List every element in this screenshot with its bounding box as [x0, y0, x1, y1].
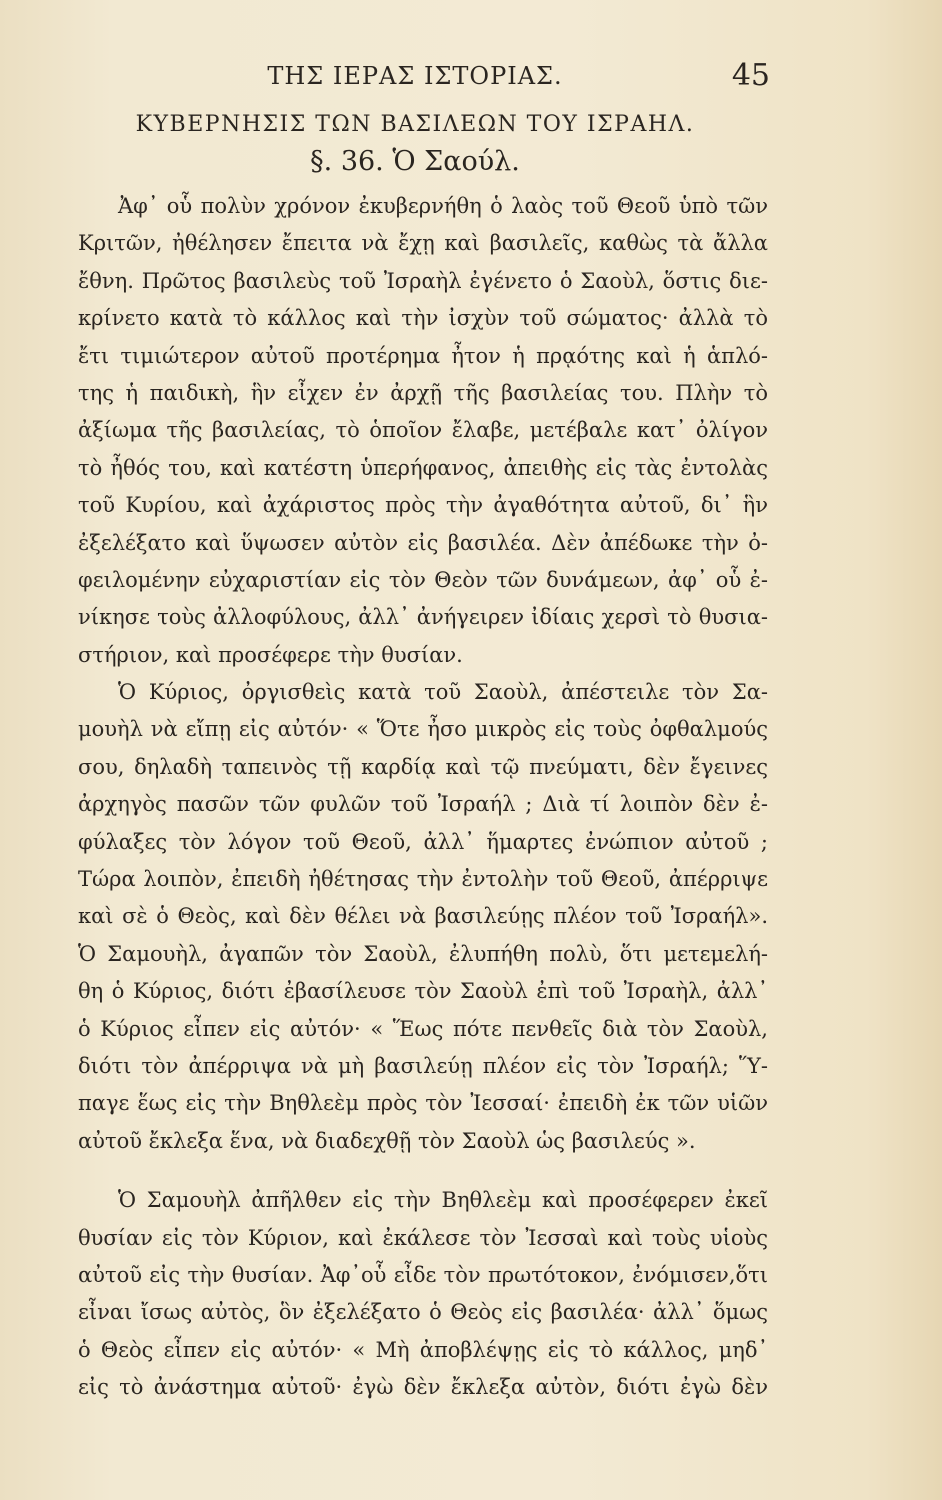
text-line: μουὴλ νὰ εἴπῃ εἰς αὐτόν· « Ὅτε ἦσο μικρὸς εἰς τοὺς ὀφθαλμούς — [78, 717, 768, 742]
text-line: Τώρα λοιπὸν, ἐπειδὴ ἠθέτησας τὴν ἐντολὴν τοῦ Θεοῦ, ἀπέρριψε — [78, 867, 768, 892]
text-line: ὁ Θεὸς εἶπεν εἰς αὐτόν· « Μὴ ἀποβλέψῃς εἰς τὸ κάλλος, μηδ᾽ — [78, 1337, 768, 1362]
text-line: της ἡ παιδικὴ, ἣν εἶχεν ἐν ἀρχῇ τῆς βασιλείας του. Πλὴν τὸ — [78, 380, 768, 405]
text-line: Ὁ Σαμουὴλ, ἀγαπῶν τὸν Σαοὺλ, ἐλυπήθη πολὺ, ὅτι μετεμελή- — [78, 941, 768, 966]
text-line: κρίνετο κατὰ τὸ κάλλος καὶ τὴν ἰσχὺν τοῦ σώματος· ἀλλὰ τὸ — [78, 306, 768, 331]
text-line: στήριον, καὶ προσέφερε τὴν θυσίαν. — [78, 642, 463, 667]
running-title: ΤΗΣ ΙΕΡΑΣ ΙΣΤΟΡΙΑΣ. — [267, 62, 563, 90]
text-line: ἔτι τιμιώτερον αὐτοῦ προτέρημα ἦτον ἡ πρᾳότης καὶ ἡ ἁπλό- — [78, 343, 768, 368]
text-line: παγε ἕως εἰς τὴν Βηθλεὲμ πρὸς τὸν Ἰεσσαί· ἐπειδὴ ἐκ τῶν υἱῶν — [78, 1091, 768, 1116]
paragraph — [78, 674, 768, 1160]
text-line: φύλαξες τὸν λόγον τοῦ Θεοῦ, ἀλλ᾽ ἥμαρτες ἐνώπιον αὐτοῦ ; — [78, 829, 768, 854]
section-title: ΚΥΒΕΡΝΗΣΙΣ ΤΩΝ ΒΑΣΙΛΕΩΝ ΤΟΥ ΙΣΡΑΗΛ. — [135, 112, 695, 137]
paragraph — [78, 1182, 768, 1406]
text-line: ἐξελέξατο καὶ ὕψωσεν αὐτὸν εἰς βασιλέα. Δὲν ἀπέδωκε τὴν ὀ- — [78, 530, 768, 555]
page-number: 45 — [731, 58, 770, 93]
text-line: ἀρχηγὸς πασῶν τῶν φυλῶν τοῦ Ἰσραήλ ; Διὰ τί λοιπὸν δὲν ἐ- — [78, 792, 768, 817]
text-line: νίκησε τοὺς ἀλλοφύλους, ἀλλ᾽ ἀνήγειρεν ἰδίαις χερσὶ τὸ θυσια- — [78, 605, 768, 630]
paragraph-gap — [78, 1160, 768, 1182]
text-line: θη ὁ Κύριος, διότι ἐβασίλευσε τὸν Σαοὺλ ἐπὶ τοῦ Ἰσραὴλ, ἀλλ᾽ — [78, 979, 768, 1004]
text-line: θυσίαν εἰς τὸν Κύριον, καὶ ἐκάλεσε τὸν Ἰεσσαὶ καὶ τοὺς υἱοὺς — [78, 1225, 768, 1250]
text-line: ἀξίωμα τῆς βασιλείας, τὸ ὁποῖον ἔλαβε, μετέβαλε κατ᾽ ὀλίγον — [78, 418, 768, 443]
text-line: Ἀφ᾽ οὗ πολὺν χρόνον ἐκυβερνήθη ὁ λαὸς τοῦ Θεοῦ ὑπὸ τῶν — [118, 194, 768, 218]
text-line: Ὁ Σαμουὴλ ἀπῆλθεν εἰς τὴν Βηθλεὲμ καὶ προσέφερεν ἐκεῖ — [118, 1188, 768, 1213]
text-line: εἰς τὸ ἀνάστημα αὐτοῦ· ἐγὼ δὲν ἔκλεξα αὐτὸν, διότι ἐγὼ δὲν — [78, 1375, 768, 1400]
text-line: Κριτῶν, ἠθέλησεν ἔπειτα νὰ ἔχῃ καὶ βασιλεῖς, καθὼς τὰ ἄλλα — [78, 231, 768, 256]
text-line: αὐτοῦ ἔκλεξα ἕνα, νὰ διαδεχθῇ τὸν Σαοὺλ ὡς βασιλεύς ». — [78, 1128, 696, 1153]
page-header — [70, 58, 770, 98]
section-heading: §. 36. Ὁ Σαούλ. — [310, 146, 520, 177]
text-line: τὸ ἦθός του, καὶ κατέστη ὑπερήφανος, ἀπειθὴς εἰς τὰς ἐντολὰς — [78, 455, 768, 480]
paragraph — [78, 188, 768, 674]
text-line: διότι τὸν ἀπέρριψα νὰ μὴ βασιλεύῃ πλέον εἰς τὸν Ἰσραήλ; Ὕ- — [78, 1053, 768, 1078]
text-line: φειλομένην εὐχαριστίαν εἰς τὸν Θεὸν τῶν δυνάμεων, ἀφ᾽ οὗ ἐ- — [78, 567, 768, 592]
text-line: εἶναι ἴσως αὐτὸς, ὃν ἐξελέξατο ὁ Θεὸς εἰς βασιλέα· ἀλλ᾽ ὅμως — [78, 1300, 768, 1325]
text-line: σου, δηλαδὴ ταπεινὸς τῇ καρδίᾳ καὶ τῷ πνεύματι, δὲν ἔγεινες — [78, 754, 768, 779]
text-line: ὁ Κύριος εἶπεν εἰς αὐτόν· « Ἕως πότε πενθεῖς διὰ τὸν Σαοὺλ, — [78, 1016, 768, 1041]
text-line: Ὁ Κύριος, ὀργισθεὶς κατὰ τοῦ Σαοὺλ, ἀπέστειλε τὸν Σα- — [118, 680, 768, 705]
text-line: καὶ σὲ ὁ Θεὸς, καὶ δὲν θέλει νὰ βασιλεύῃς πλέον τοῦ Ἰσραήλ». — [78, 904, 768, 929]
text-body — [78, 188, 768, 1407]
text-line: τοῦ Κυρίου, καὶ ἀχάριστος πρὸς τὴν ἀγαθότητα αὐτοῦ, δι᾽ ἣν — [78, 493, 768, 518]
text-line: αὐτοῦ εἰς τὴν θυσίαν. Ἀφ᾽οὗ εἶδε τὸν πρωτότοκον, ἐνόμισεν,ὅτι — [78, 1262, 768, 1287]
text-line: ἔθνη. Πρῶτος βασιλεὺς τοῦ Ἰσραὴλ ἐγένετο ὁ Σαοὺλ, ὅστις διε- — [78, 268, 768, 293]
